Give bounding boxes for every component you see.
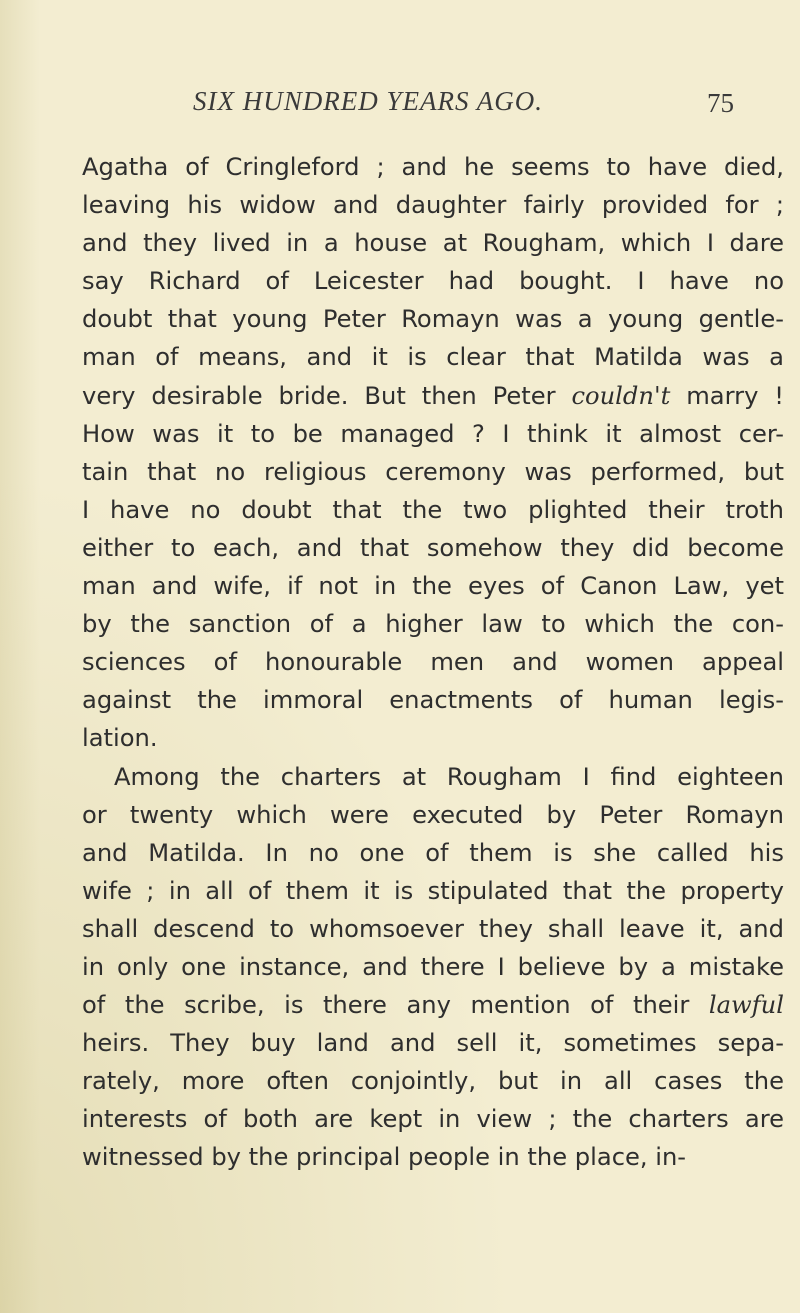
text-segment: and they lived in a house at Rougham, which I dare: [82, 229, 784, 258]
text-line: [82, 377, 784, 415]
text-line: [82, 986, 784, 1024]
text-line: [82, 338, 784, 376]
text-segment: say Richard of Leicester had bought. I have no: [82, 267, 784, 296]
text-segment: doubt that young Peter Romayn was a young gentle-: [82, 305, 784, 334]
text-segment: or twenty which were executed by Peter Romayn: [82, 800, 784, 829]
text-line: [82, 300, 784, 338]
text-segment: tain that no religious ceremony was performed, but: [82, 457, 784, 486]
text-segment: Agatha of Cringleford ; and he seems to have died,: [82, 153, 784, 181]
text-line: [82, 758, 784, 796]
text-segment: man and wife, if not in the eyes of Canon Law, yet: [82, 572, 784, 601]
running-title: SIX HUNDRED YEARS AGO.: [193, 86, 543, 116]
text-segment: sciences of honourable men and women appeal: [82, 648, 784, 677]
text-line: [82, 453, 784, 491]
text-line: [82, 1062, 784, 1100]
text-line: [82, 1024, 784, 1062]
paragraph-2: [82, 758, 784, 1177]
text-line: [82, 872, 784, 910]
text-segment: witnessed by the principal people in the place, in-: [82, 1143, 687, 1172]
text-segment: shall descend to whomsoever they shall leave it, and: [82, 914, 784, 943]
text-line: [82, 681, 784, 719]
text-segment: Among the charters at Rougham I find eighteen: [114, 762, 784, 791]
text-segment: leaving his widow and daughter fairly provided for ;: [82, 191, 784, 220]
text-line: [82, 948, 784, 986]
text-line: [82, 910, 784, 948]
text-segment: wife ; in all of them it is stipulated that the property: [82, 876, 784, 905]
text-segment: by the sanction of a higher law to which the con-: [82, 610, 784, 639]
text-line: [82, 567, 784, 605]
text-line: [82, 415, 784, 453]
text-line: [82, 491, 784, 529]
text-line: [82, 643, 784, 681]
text-line: [82, 529, 784, 567]
text-segment: in only one instance, and there I believe by a mistake: [82, 952, 784, 981]
text-segment: and Matilda. In no one of them is she called his: [82, 838, 784, 867]
text-segment: very desirable bride. But then Peter: [82, 381, 572, 410]
page-number: 75: [707, 88, 734, 118]
text-segment: I have no doubt that the two plighted their troth: [82, 495, 784, 524]
italic-text: couldn't: [571, 381, 671, 410]
text-line: [82, 148, 784, 186]
running-head: [0, 86, 800, 126]
text-line: [82, 796, 784, 834]
text-line: [82, 719, 784, 757]
text-segment: marry !: [670, 381, 784, 410]
paragraph-1: [82, 148, 784, 758]
text-segment: lation.: [82, 724, 158, 753]
text-segment: heirs. They buy land and sell it, sometimes sepa-: [82, 1029, 784, 1058]
text-line: [82, 605, 784, 643]
text-segment: How was it to be managed ? I think it almost cer-: [82, 419, 784, 448]
text-segment: rately, more often conjointly, but in all cases the: [82, 1067, 784, 1096]
body-text: [82, 148, 784, 1177]
italic-text: lawful: [708, 991, 784, 1020]
text-segment: of the scribe, is there any mention of their: [82, 991, 709, 1020]
text-segment: man of means, and it is clear that Matilda was a: [82, 343, 784, 372]
text-line: [82, 1100, 784, 1138]
text-line: [82, 1138, 784, 1176]
text-line: [82, 262, 784, 300]
text-segment: either to each, and that somehow they did become: [82, 533, 784, 562]
text-line: [82, 834, 784, 872]
text-segment: interests of both are kept in view ; the charters are: [82, 1105, 784, 1134]
text-segment: against the immoral enactments of human legis-: [82, 686, 784, 715]
text-line: [82, 186, 784, 224]
text-line: [82, 224, 784, 262]
